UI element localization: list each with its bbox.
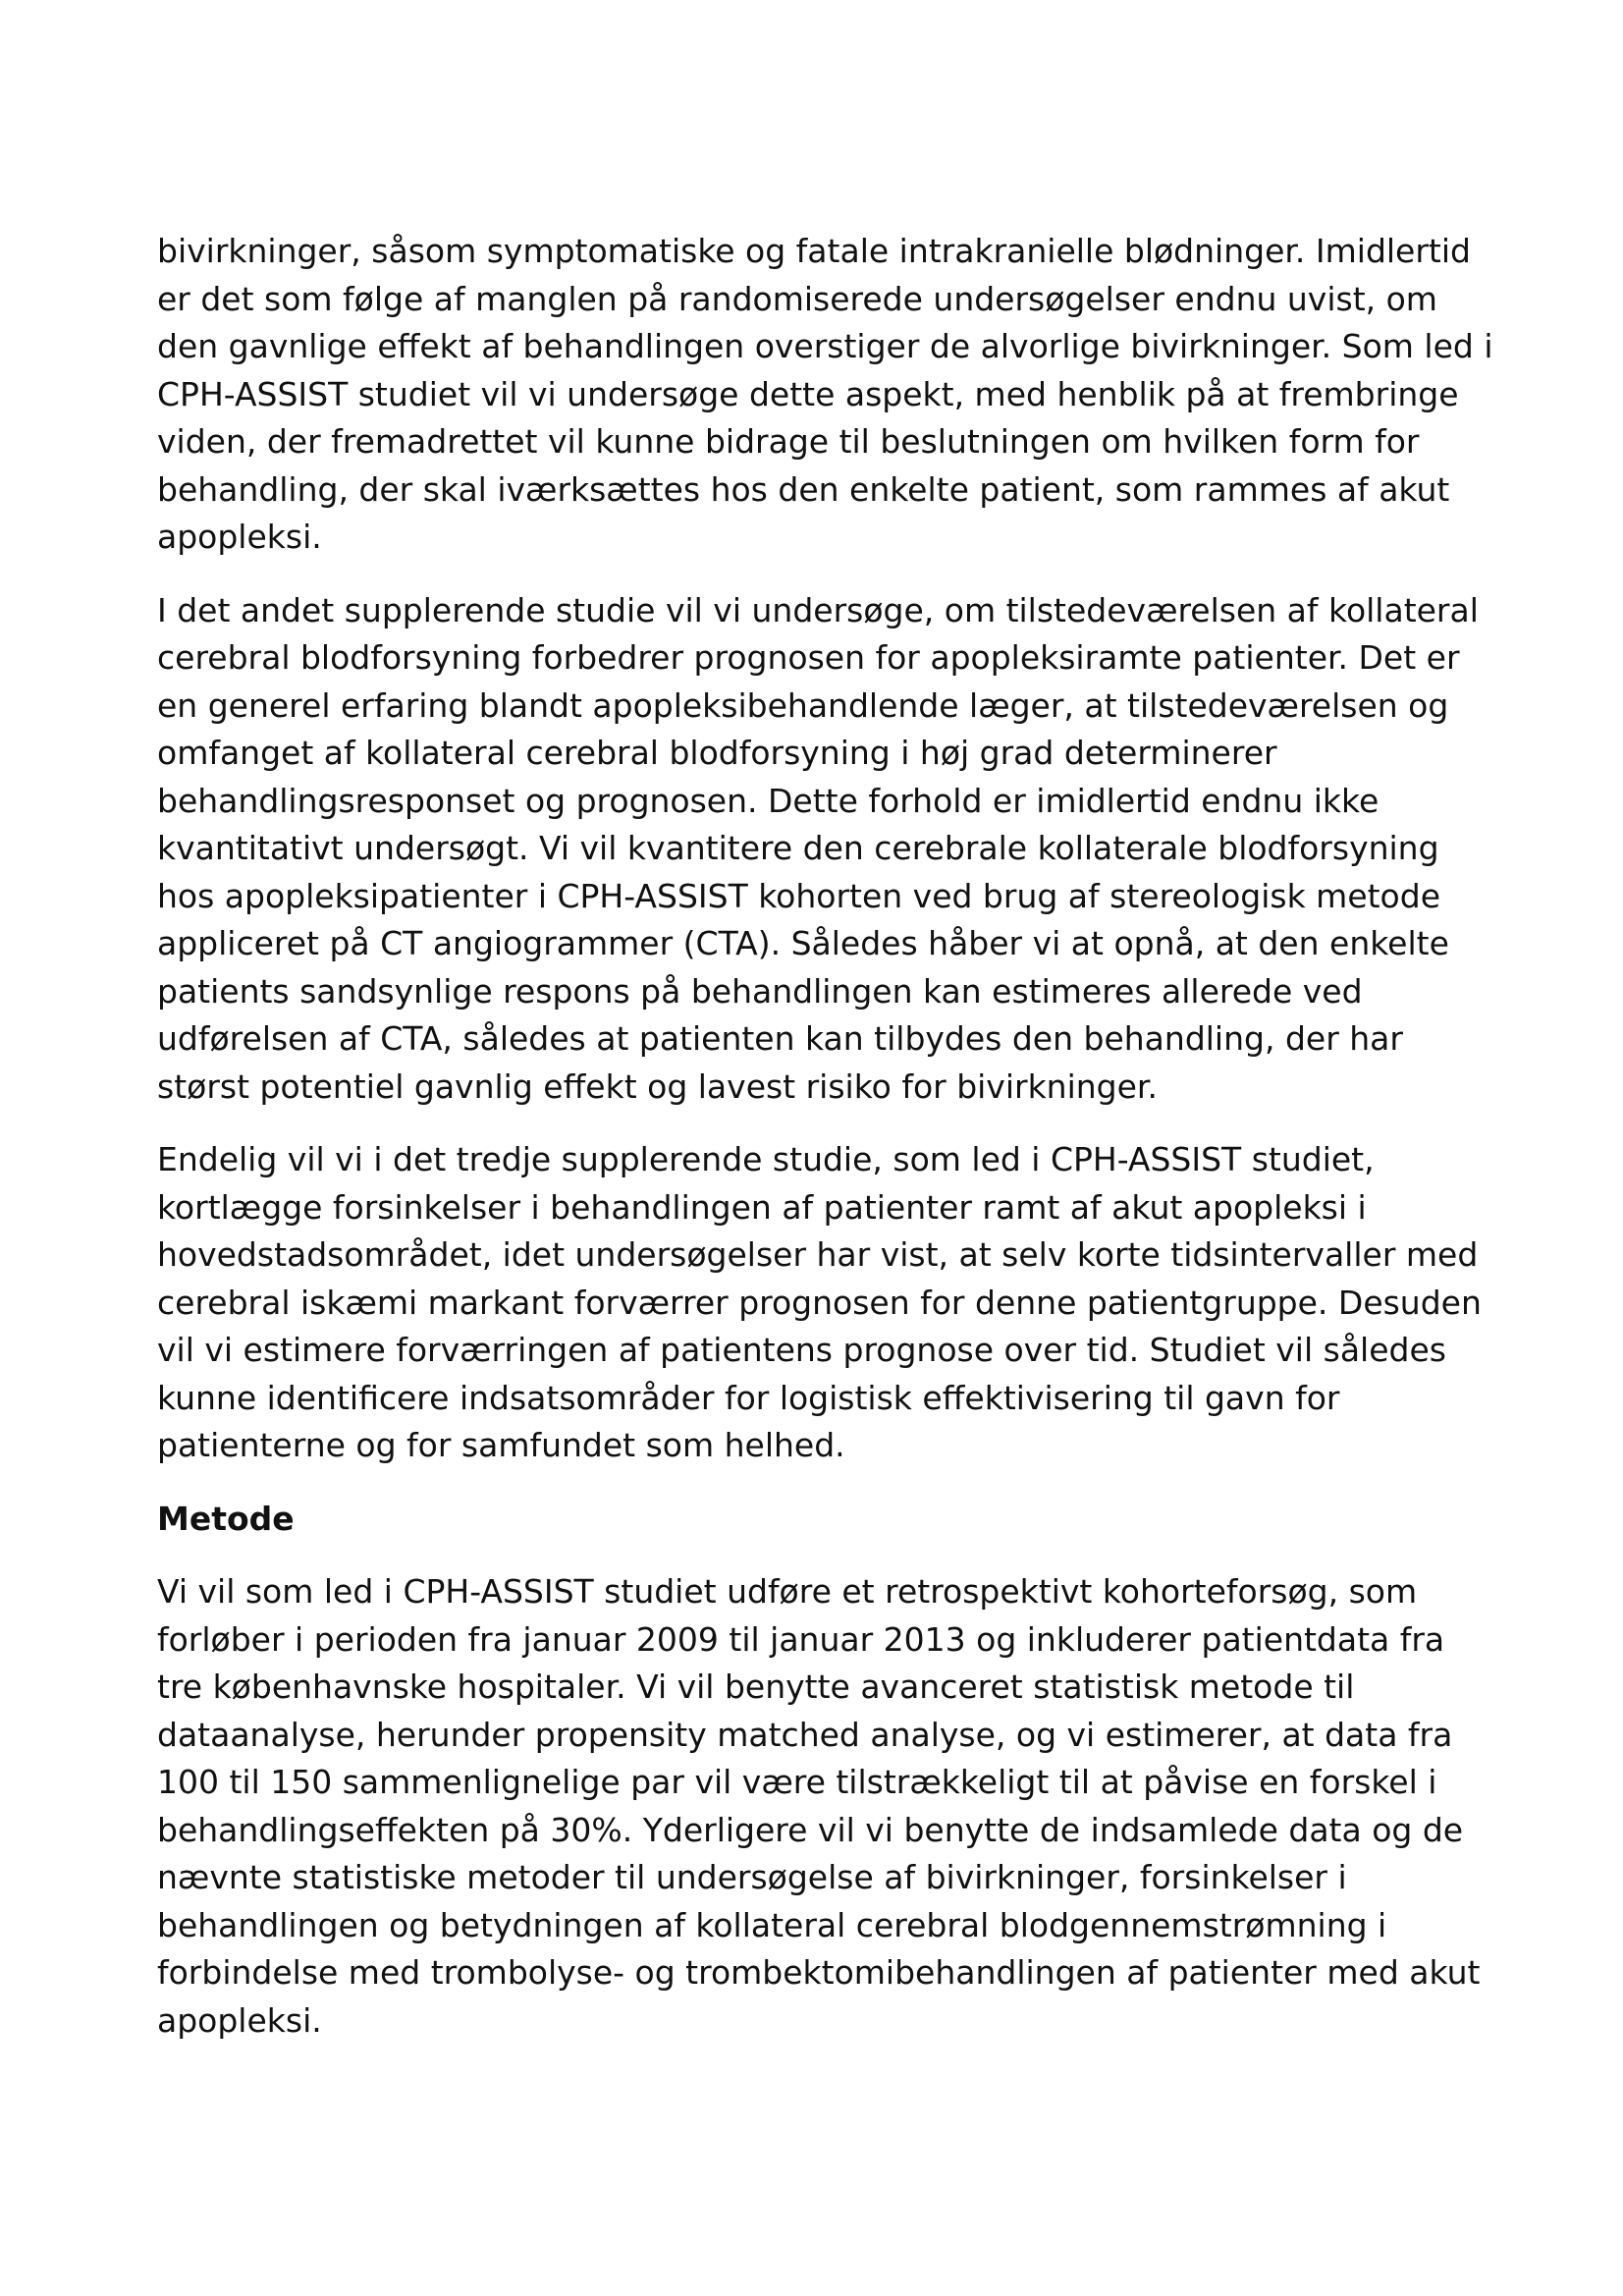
paragraph-method bbox=[157, 1568, 1483, 2045]
text-line: patienterne og for samfundet som helhed. bbox=[157, 1426, 845, 1464]
section-heading-metode: Metode bbox=[157, 1499, 295, 1538]
text-line: forløber i perioden fra januar 2009 til januar 2013 og inkluderer patientdata fra bbox=[157, 1619, 1445, 1659]
document-page bbox=[157, 228, 1493, 2045]
text-line: forbindelse med trombolyse- og trombektomibehandlingen af patienter med akut bbox=[157, 1953, 1481, 1992]
text-line: en generel erfaring blandt apopleksibehandlende læger, at tilstedeværelsen og bbox=[157, 685, 1449, 725]
text-line: appliceret på CT angiogrammer (CTA). Således håber vi at opnå, at den enkelte bbox=[157, 924, 1449, 962]
text-line: bivirkninger, såsom symptomatiske og fatale intrakranielle blødninger. Imidlertid bbox=[157, 232, 1471, 270]
text-line: kunne identificere indsatsområder for logistisk effektivisering til gavn for bbox=[157, 1378, 1340, 1417]
text-line: viden, der fremadrettet vil kunne bidrage til beslutningen om hvilken form for bbox=[157, 422, 1420, 461]
text-line: kvantitativt undersøgt. Vi vil kvantitere den cerebrale kollaterale blodforsyning bbox=[157, 829, 1439, 867]
text-line: er det som følge af manglen på randomiserede undersøgelser endnu uvist, om bbox=[157, 279, 1437, 318]
text-line: nævnte statistiske metoder til undersøgelse af bivirkninger, forsinkelser i bbox=[157, 1858, 1347, 1896]
paragraph-spacer bbox=[157, 1470, 1483, 1496]
text-line: hos apopleksipatienter i CPH-ASSIST kohorten ved brug af stereologisk metode bbox=[157, 876, 1440, 915]
text-line: omfanget af kollateral cerebral blodforsyning i høj grad determinerer bbox=[157, 734, 1277, 772]
text-line: behandlingseffekten på 30%. Yderligere vil vi benytte de indsamlede data og de bbox=[157, 1810, 1464, 1849]
paragraph-adverse-effects bbox=[157, 228, 1493, 562]
text-line: CPH-ASSIST studiet vil vi undersøge dette aspekt, med henblik på at frembringe bbox=[157, 374, 1459, 413]
text-line: behandling, der skal iværksættes hos den enkelte patient, som rammes af akut bbox=[157, 469, 1450, 509]
text-line: cerebral iskæmi markant forværrer prognosen for denne patientgruppe. Desuden bbox=[157, 1283, 1482, 1322]
paragraph-spacer bbox=[157, 1111, 1483, 1136]
text-line: patients sandsynlige respons på behandlingen kan estimeres allerede ved bbox=[157, 971, 1363, 1011]
text-line: I det andet supplerende studie vil vi undersøge, om tilstedeværelsen af kollateral bbox=[157, 590, 1479, 629]
text-line: apopleksi. bbox=[157, 518, 322, 556]
text-line: cerebral blodforsyning forbedrer prognosen for apopleksiramte patienter. Det er bbox=[157, 638, 1460, 677]
text-line: Vi vil som led i CPH-ASSIST studiet udføre et retrospektivt kohorteforsøg, som bbox=[157, 1572, 1418, 1611]
text-line: udførelsen af CTA, således at patienten kan tilbydes den behandling, der har bbox=[157, 1019, 1403, 1058]
paragraph-spacer bbox=[157, 1543, 1483, 1568]
text-line: kortlægge forsinkelser i behandlingen af patienter ramt af akut apopleksi i bbox=[157, 1187, 1367, 1227]
text-line: tre københavnske hospitaler. Vi vil benytte avanceret statistisk metode til bbox=[157, 1667, 1355, 1706]
text-line: vil vi estimere forværringen af patientens prognose over tid. Studiet vil således bbox=[157, 1331, 1446, 1369]
text-line: behandlingen og betydningen af kollateral cerebral blodgennemstrømning i bbox=[157, 1905, 1387, 1944]
paragraph-delay-study bbox=[157, 1136, 1483, 1470]
text-line: Endelig vil vi i det tredje supplerende studie, som led i CPH-ASSIST studiet, bbox=[157, 1140, 1375, 1178]
text-line: størst potentiel gavnlig effekt og lavest risiko for bivirkninger. bbox=[157, 1066, 1158, 1106]
text-line: behandlingsresponset og prognosen. Dette forhold er imidlertid endnu ikke bbox=[157, 781, 1380, 820]
paragraph-spacer bbox=[157, 562, 1483, 587]
paragraph-collateral-study bbox=[157, 587, 1483, 1112]
text-line: apopleksi. bbox=[157, 2000, 322, 2040]
text-line: dataanalyse, herunder propensity matched analyse, og vi estimerer, at data fra bbox=[157, 1715, 1453, 1754]
text-line: den gavnlige effekt af behandlingen overstiger de alvorlige bivirkninger. Som led i bbox=[157, 327, 1493, 365]
text-line: hovedstadsområdet, idet undersøgelser har vist, at selv korte tidsintervaller med bbox=[157, 1235, 1479, 1274]
text-line: 100 til 150 sammenlignelige par vil være tilstrækkeligt til at påvise en forskel i bbox=[157, 1763, 1437, 1801]
